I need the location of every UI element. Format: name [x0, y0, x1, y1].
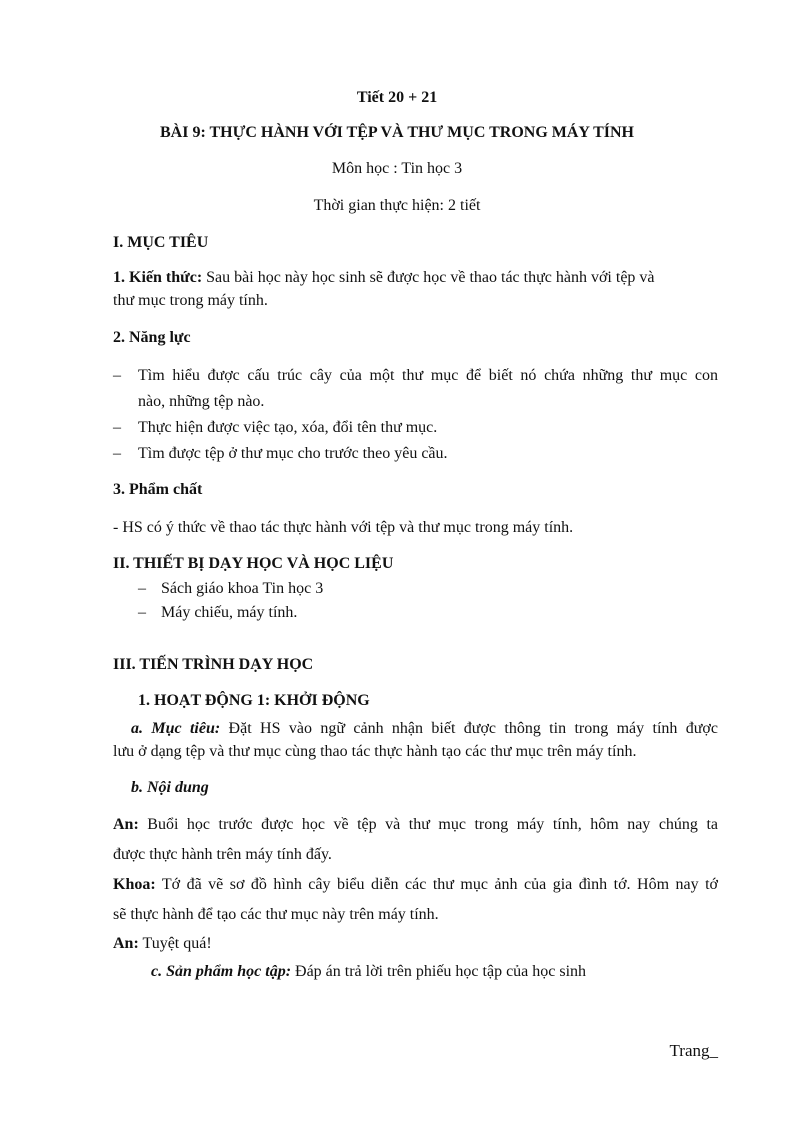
section2-heading: II. THIẾT BỊ DẠY HỌC VÀ HỌC LIỆU [113, 555, 394, 572]
product-label: c. Sản phẩm học tập: [151, 963, 292, 980]
dialogue-line: An: Buổi học trước được học về tệp và thư mục trong máy tính, hôm nay chúng ta [113, 816, 718, 833]
list-bullet: – [113, 445, 121, 462]
activity-heading: 1. HOẠT ĐỘNG 1: KHỞI ĐỘNG [138, 692, 370, 709]
equipment-item: Máy chiếu, máy tính. [161, 604, 298, 621]
page-number-label: Trang_ [669, 1041, 718, 1060]
competence-heading: 2. Năng lực [113, 329, 191, 346]
lesson-number: Tiết 20 + 21 [356, 89, 438, 106]
goal-label: a. Mục tiêu: [131, 720, 221, 737]
equipment-item: Sách giáo khoa Tin học 3 [161, 580, 324, 597]
section3-heading: III. TIẾN TRÌNH DẠY HỌC [113, 656, 314, 673]
dialogue-line-cont: được thực hành trên máy tính đấy. [113, 846, 332, 863]
quality-text: - HS có ý thức về thao tác thực hành với tệp và thư mục trong máy tính. [113, 519, 574, 536]
dialogue-line: Khoa: Tớ đã vẽ sơ đồ hình cây biểu diễn các thư mục ảnh của gia đình tớ. Hôm nay tớ [113, 876, 718, 893]
knowledge-text: Sau bài học này học sinh sẽ được học về thao tác thực hành với tệp và [202, 269, 655, 286]
quality-heading: 3. Phẩm chất [113, 481, 203, 498]
section1-heading: I. MỤC TIÊU [113, 234, 209, 251]
subject-line: Môn học : Tin học 3 [331, 160, 463, 177]
knowledge-label: 1. Kiến thức: [113, 269, 203, 286]
list-bullet: – [138, 580, 146, 597]
product-paragraph [151, 962, 586, 982]
speaker-name: Khoa: [113, 876, 156, 893]
list-bullet: – [138, 604, 146, 621]
lesson-title: BÀI 9: THỰC HÀNH VỚI TỆP VÀ THƯ MỤC TRONG MÁY TÍNH [160, 124, 634, 141]
product-text: Đáp án trả lời trên phiếu học tập của học sinh [291, 963, 587, 980]
goal-paragraph [131, 719, 718, 739]
list-bullet: – [113, 367, 121, 384]
competence-item-cont: nào, những tệp nào. [138, 393, 265, 410]
competence-item: Tìm được tệp ở thư mục cho trước theo yêu cầu. [138, 445, 448, 462]
speaker-name: An: [113, 816, 139, 833]
knowledge-paragraph [113, 268, 655, 288]
competence-item: Tìm hiểu được cấu trúc cây của một thư mục để biết nó chứa những thư mục con [138, 367, 718, 384]
content-label: b. Nội dung [131, 779, 209, 796]
speaker-name: An: [113, 935, 139, 952]
dialogue-line-cont: sẽ thực hành để tạo các thư mục này trên máy tính. [113, 906, 439, 923]
duration-line: Thời gian thực hiện: 2 tiết [313, 197, 481, 214]
list-bullet: – [113, 419, 121, 436]
goal-text-cont: lưu ở dạng tệp và thư mục cùng thao tác thực hành tạo các thư mục trên máy tính. [113, 743, 637, 760]
goal-text: Đặt HS vào ngữ cảnh nhận biết được thông tin trong máy tính được [220, 720, 718, 737]
dialogue-line: An: Tuyệt quá! [113, 935, 212, 952]
knowledge-text-cont: thư mục trong máy tính. [113, 292, 268, 309]
competence-item: Thực hiện được việc tạo, xóa, đổi tên thư mục. [138, 419, 438, 436]
